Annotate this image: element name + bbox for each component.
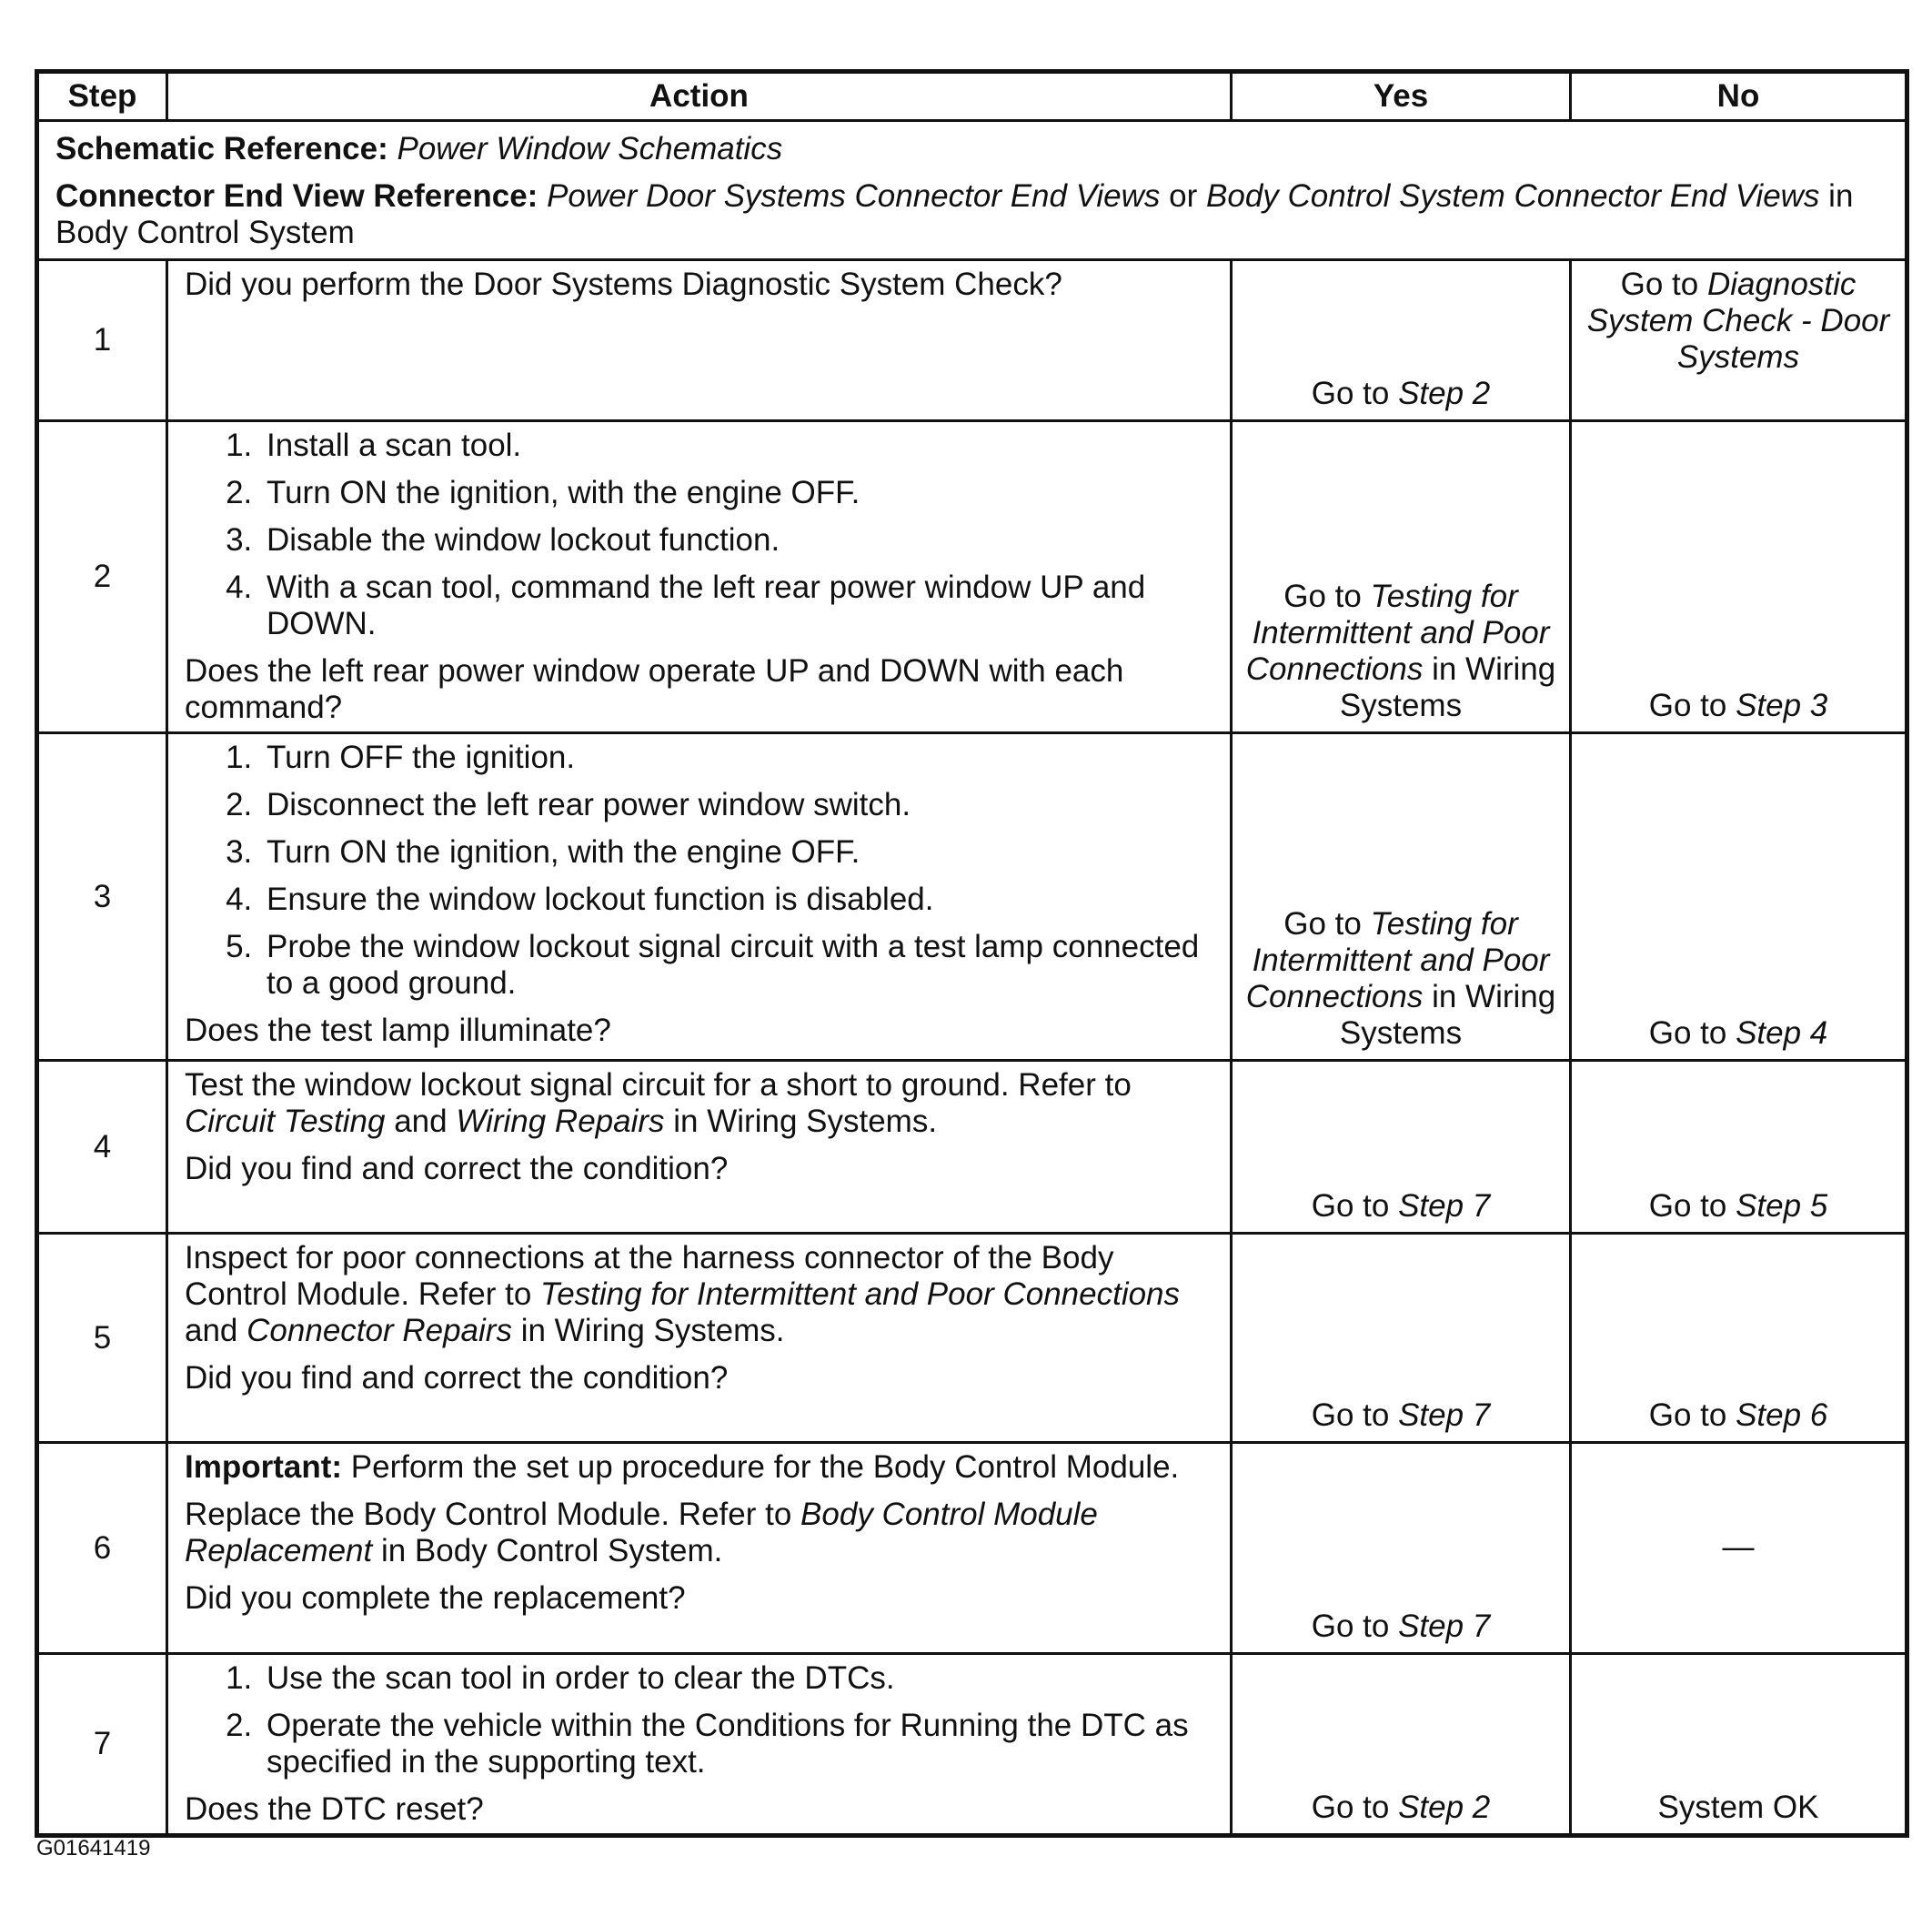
step-instructions	[185, 740, 1213, 1002]
yes-link[interactable]: Step 2	[1398, 376, 1491, 411]
step-action	[167, 1234, 1232, 1443]
step-number: 2	[37, 421, 167, 733]
yes-go-to: Go to	[1283, 906, 1362, 942]
yes-go-to: Go to	[1283, 579, 1362, 614]
yes-suffix: in Wiring Systems	[1339, 979, 1556, 1051]
instruction-text-tail: in Wiring Systems.	[520, 1313, 785, 1348]
schematic-reference-link[interactable]: Power Window Schematics	[397, 131, 783, 166]
important-label: Important:	[185, 1449, 343, 1485]
step-no	[1571, 1234, 1907, 1443]
instruction-text: Inspect for poor connections at the harness connector of the Body Control Module. Refer to	[185, 1240, 1114, 1312]
connector-reference-label: Connector End View Reference:	[55, 178, 538, 214]
step-question: Does the left rear power window operate UP and DOWN with each command?	[185, 653, 1124, 725]
reference-cell	[37, 121, 1907, 260]
figure-id: G01641419	[36, 1836, 151, 1861]
step-yes	[1232, 260, 1571, 421]
header-row	[37, 72, 1907, 121]
no-link[interactable]: Step 4	[1736, 1015, 1828, 1051]
instruction-item: 3. Turn ON the ignition, with the engine OFF.	[261, 834, 1213, 871]
yes-go-to: Go to	[1311, 1188, 1390, 1224]
no-dash: —	[1722, 1528, 1755, 1565]
reference-row	[37, 121, 1907, 260]
instruction-item: 1. Install a scan tool.	[261, 428, 1213, 464]
step-yes	[1232, 733, 1571, 1061]
step-action	[167, 1654, 1232, 1836]
no-result: System OK	[1657, 1790, 1819, 1825]
instruction-item: 3. Disable the window lockout function.	[261, 522, 1213, 559]
yes-link[interactable]: Step 2	[1398, 1790, 1491, 1825]
step-number: 4	[37, 1061, 167, 1234]
no-go-to: Go to	[1620, 267, 1699, 302]
yes-suffix: in Wiring Systems	[1339, 651, 1556, 723]
instruction-item: 1. Use the scan tool in order to clear the DTCs.	[261, 1660, 1213, 1697]
step-number: 3	[37, 733, 167, 1061]
no-go-to: Go to	[1648, 1015, 1727, 1051]
no-go-to: Go to	[1648, 1397, 1727, 1433]
step-no	[1571, 1654, 1907, 1836]
yes-link[interactable]: Step 7	[1398, 1608, 1491, 1644]
yes-go-to: Go to	[1311, 1397, 1390, 1433]
step-yes	[1232, 1443, 1571, 1654]
conjunction: and	[185, 1313, 238, 1348]
yes-go-to: Go to	[1311, 376, 1390, 411]
instruction-item: 2. Turn ON the ignition, with the engine OFF.	[261, 475, 1213, 511]
step-yes	[1232, 1234, 1571, 1443]
step-question: Did you perform the Door Systems Diagnostic System Check?	[185, 267, 1062, 302]
connector-reference-link-2[interactable]: Body Control System Connector End Views	[1206, 178, 1820, 214]
step-instructions	[185, 1660, 1213, 1780]
conjunction: and	[394, 1104, 448, 1139]
schematic-reference-label: Schematic Reference:	[55, 131, 388, 166]
important-note	[185, 1449, 1213, 1486]
no-go-to: Go to	[1648, 688, 1727, 723]
step-number: 7	[37, 1654, 167, 1836]
schematic-reference	[55, 131, 1888, 167]
step-yes	[1232, 421, 1571, 733]
step-no	[1571, 1443, 1907, 1654]
step-action	[167, 1443, 1232, 1654]
step-row-5	[37, 1234, 1907, 1443]
header-step: Step	[37, 72, 167, 121]
step-number: 5	[37, 1234, 167, 1443]
step-no	[1571, 421, 1907, 733]
step-row-6	[37, 1443, 1907, 1654]
reference-link[interactable]: Connector Repairs	[247, 1313, 512, 1348]
instruction-item: 1. Turn OFF the ignition.	[261, 740, 1213, 776]
step-instructions	[185, 428, 1213, 642]
connector-reference	[55, 178, 1888, 251]
reference-link[interactable]: Wiring Repairs	[456, 1104, 665, 1139]
instruction-item: 4. Ensure the window lockout function is disabled.	[261, 882, 1213, 918]
no-link[interactable]: Diagnostic System Check - Door Systems	[1586, 267, 1890, 375]
instruction-item: 5. Probe the window lockout signal circuit with a test lamp connected to a good ground.	[261, 929, 1213, 1002]
reference-link[interactable]: Circuit Testing	[185, 1104, 386, 1139]
step-action	[167, 733, 1232, 1061]
reference-link[interactable]: Testing for Intermittent and Poor Connections	[540, 1276, 1181, 1312]
step-yes	[1232, 1061, 1571, 1234]
header-no: No	[1571, 72, 1907, 121]
instruction-item: 4. With a scan tool, command the left rear power window UP and DOWN.	[261, 570, 1213, 642]
step-instruction-text	[185, 1497, 1213, 1569]
yes-link[interactable]: Testing for Intermittent and Poor Connections	[1245, 906, 1550, 1014]
yes-go-to: Go to	[1311, 1790, 1390, 1825]
instruction-text-tail: in Body Control System.	[380, 1533, 723, 1568]
step-instruction-text	[185, 1240, 1213, 1349]
step-instruction-text	[185, 1067, 1213, 1140]
yes-link[interactable]: Step 7	[1398, 1397, 1491, 1433]
yes-link[interactable]: Testing for Intermittent and Poor Connections	[1245, 579, 1550, 687]
step-row-3	[37, 733, 1907, 1061]
step-question: Did you find and correct the condition?	[185, 1151, 729, 1186]
step-action	[167, 1061, 1232, 1234]
header-action: Action	[167, 72, 1232, 121]
step-row-7	[37, 1654, 1907, 1836]
step-row-4	[37, 1061, 1907, 1234]
instruction-item: 2. Disconnect the left rear power window switch.	[261, 787, 1213, 823]
instruction-text: Replace the Body Control Module. Refer to	[185, 1497, 792, 1532]
no-link[interactable]: Step 6	[1736, 1397, 1828, 1433]
connector-reference-link-1[interactable]: Power Door Systems Connector End Views	[547, 178, 1161, 214]
connector-reference-or: or	[1169, 178, 1198, 214]
step-no	[1571, 733, 1907, 1061]
step-row-1	[37, 260, 1907, 421]
connector-reference-tail: in Body Control System	[55, 178, 1854, 250]
instruction-text: Test the window lockout signal circuit for a short to ground. Refer to	[185, 1067, 1132, 1103]
diagnostic-table	[35, 69, 1909, 1838]
step-question: Did you find and correct the condition?	[185, 1360, 729, 1396]
step-question: Does the DTC reset?	[185, 1791, 484, 1827]
step-no	[1571, 260, 1907, 421]
yes-link[interactable]: Step 7	[1398, 1188, 1491, 1224]
instruction-item: 2. Operate the vehicle within the Conditions for Running the DTC as specified in the supporting text.	[261, 1708, 1213, 1780]
step-number: 1	[37, 260, 167, 421]
step-no	[1571, 1061, 1907, 1234]
step-question: Did you complete the replacement?	[185, 1580, 686, 1616]
header-yes: Yes	[1232, 72, 1571, 121]
step-question: Does the test lamp illuminate?	[185, 1013, 611, 1048]
important-text: Perform the set up procedure for the Body Control Module.	[350, 1449, 1180, 1485]
no-link[interactable]: Step 5	[1736, 1188, 1828, 1224]
yes-go-to: Go to	[1311, 1608, 1390, 1644]
step-yes	[1232, 1654, 1571, 1836]
reference-link[interactable]: Body Control Module Replacement	[185, 1497, 1098, 1568]
no-link[interactable]: Step 3	[1736, 688, 1828, 723]
instruction-text-tail: in Wiring Systems.	[673, 1104, 938, 1139]
no-go-to: Go to	[1648, 1188, 1727, 1224]
step-action	[167, 421, 1232, 733]
step-row-2	[37, 421, 1907, 733]
step-action	[167, 260, 1232, 421]
step-number: 6	[37, 1443, 167, 1654]
